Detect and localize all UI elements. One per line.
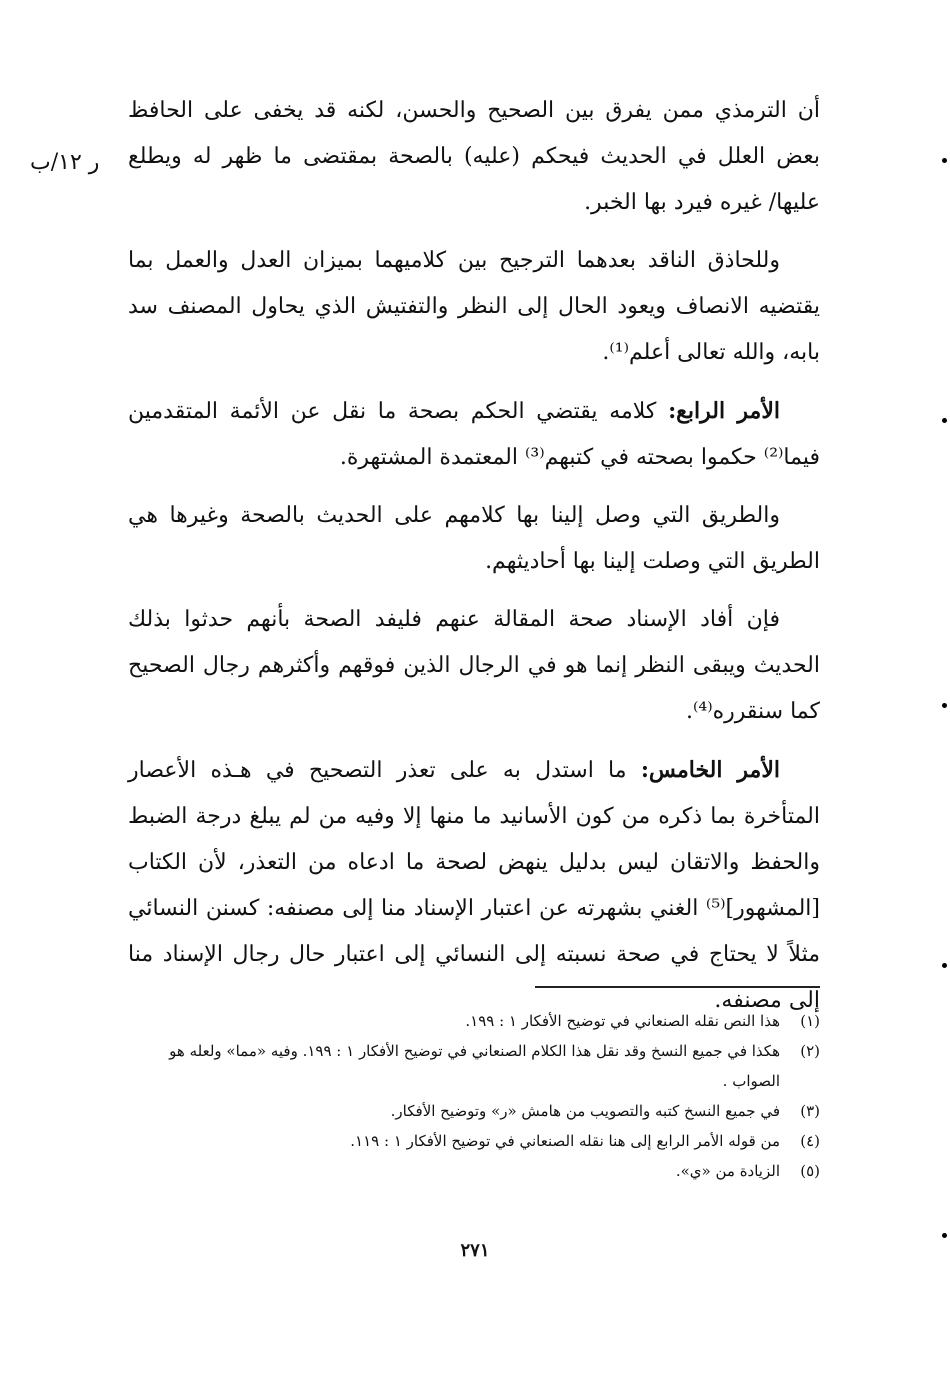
page-number: ٢٧١ bbox=[460, 1240, 490, 1261]
paragraph-2: وللحاذق الناقد بعدهما الترجيح بين كلاميهما بميزان العدل والعمل بما يقتضيه الانصاف ويعود الحال إلى النظر والتفتيش الذي يحاول المصنف سد بابه، والله تعالى أعلم⁽¹⁾. bbox=[128, 248, 820, 365]
margin-note: ر ١٢/ب bbox=[30, 150, 100, 175]
footnote-4: (٤) من قوله الأمر الرابع إلى هنا نقله الصنعاني في توضيح الأفكار ١ : ١١٩. bbox=[350, 1132, 820, 1150]
paragraph-6: الأمر الخامس: ما استدل به على تعذر التصحيح في هـذه الأعصار المتأخرة بما ذكره من كون الأسانيد ما منها إلا وفيه من لم يبلغ درجة الضبط والحفظ والاتقان ليس بدليل ينهض لصحة ما ادعاه من التعذر، لأن الكتاب [المشهور]⁽⁵⁾ الغني بشهرته عن اعتبار الإسناد منا إلى مصنفه: كسنن النسائي مثلاً لا يحتاج في صحة نسبته إلى النسائي إلى اعتبار حال رجال الإسناد منا إلى مصنفه. bbox=[128, 757, 820, 1013]
footnote-3: (٣) في جميع النسخ كتبه والتصويب من هامش «ر» وتوضيح الأفكار. bbox=[390, 1102, 820, 1120]
heading-fourth-point: الأمر الرابع: bbox=[668, 398, 780, 424]
footnote-5: (٥) الزيادة من «ي». bbox=[675, 1162, 820, 1180]
scan-mark bbox=[942, 963, 947, 968]
scan-mark bbox=[942, 703, 947, 708]
footnote-2: (٢) هكذا في جميع النسخ وقد نقل هذا الكلام الصنعاني في توضيح الأفكار ١ : ١٩٩. وفيه «مما» ولعله هو الصواب . bbox=[169, 1042, 820, 1090]
footnotes bbox=[128, 1006, 820, 1186]
footnote-divider bbox=[535, 986, 820, 988]
paragraph-4: والطريق التي وصل إلينا بها كلامهم على الحديث بالصحة وغيرها هي الطريق التي وصلت إلينا بها أحاديثهم. bbox=[128, 503, 820, 574]
scan-mark bbox=[942, 1233, 947, 1238]
scan-mark bbox=[942, 158, 947, 163]
paragraph-3: الأمر الرابع: كلامه يقتضي الحكم بصحة ما نقل عن الأئمة المتقدمين فيما⁽²⁾ حكموا بصحته في كتبهم⁽³⁾ المعتمدة المشتهرة. bbox=[128, 398, 820, 470]
paragraph-5: فإن أفاد الإسناد صحة المقالة عنهم فليفد الصحة بأنهم حدثوا بذلك الحديث ويبقى النظر إنما هو في الرجال الذين فوقهم وأكثرهم رجال الصحيح كما سنقرره⁽⁴⁾. bbox=[128, 607, 820, 724]
scan-mark bbox=[942, 418, 947, 423]
heading-fifth-point: الأمر الخامس: bbox=[640, 757, 780, 783]
footnote-1: (١) هذا النص نقله الصنعاني في توضيح الأفكار ١ : ١٩٩. bbox=[465, 1012, 820, 1030]
paragraph-1: أن الترمذي ممن يفرق بين الصحيح والحسن، لكنه قد يخفى على الحافظ بعض العلل في الحديث فيحكم (عليه) بالصحة بمقتضى ما ظهر له ويطلع عليها/ غيره فيرد بها الخبر. bbox=[128, 98, 820, 215]
main-text bbox=[128, 88, 820, 1036]
